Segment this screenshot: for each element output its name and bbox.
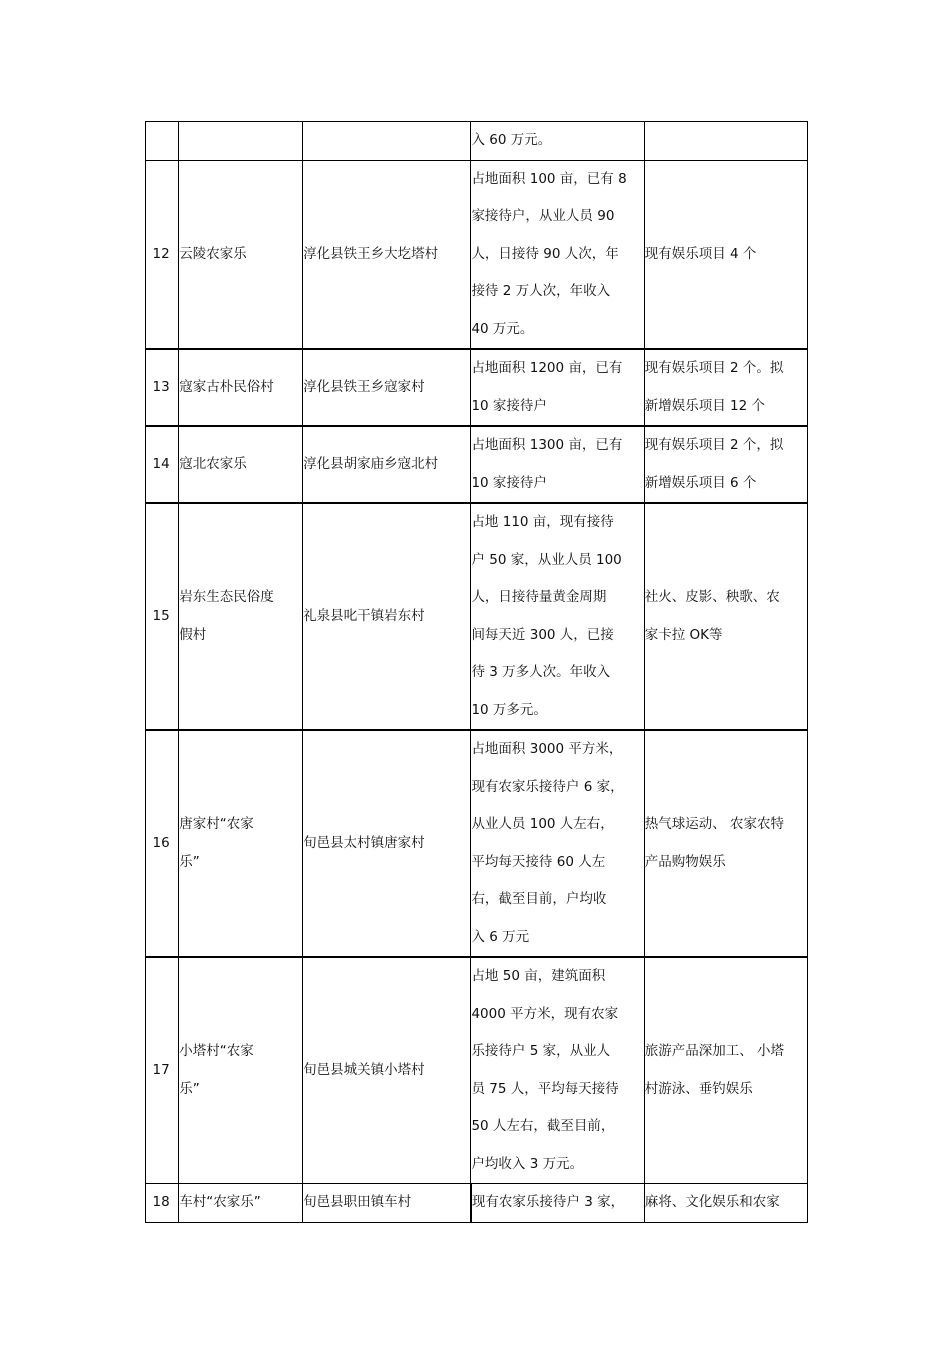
row-name: 寇北农家乐	[179, 426, 303, 503]
row-location: 淳化县铁王乡大圪塔村	[303, 160, 471, 349]
table-row	[146, 349, 808, 426]
row-name: 云陵农家乐	[179, 160, 303, 349]
row-entertainment: 热气球运动、 农家农特 产品购物娱乐	[644, 730, 807, 957]
row-name	[179, 122, 303, 161]
row-info: 占地面积 100 亩，已有 8 家接待户，从业人员 90 人，日接待 90 人次，年 接待 2 万人次，年收入 40 万元。	[471, 160, 644, 349]
row-info: 入 60 万元。	[471, 122, 644, 161]
table-body	[146, 122, 808, 1223]
row-number: 14	[146, 426, 179, 503]
row-location: 旬邑县职田镇车村	[303, 1184, 471, 1223]
row-location: 旬邑县太村镇唐家村	[303, 730, 471, 957]
row-number: 12	[146, 160, 179, 349]
table-row	[146, 503, 808, 730]
table-row	[146, 730, 808, 957]
row-entertainment: 现有娱乐项目 2 个，拟 新增娱乐项目 6 个	[644, 426, 807, 503]
row-info: 占地面积 3000 平方米， 现有农家乐接待户 6 家， 从业人员 100 人左右， 平均每天接待 60 人左 右，截至目前，户均收 入 6 万元	[471, 730, 644, 957]
row-entertainment: 旅游产品深加工、 小塔 村游泳、垂钓娱乐	[644, 957, 807, 1184]
table-row	[146, 1184, 808, 1223]
table-row	[146, 122, 808, 161]
row-entertainment: 社火、皮影、秧歌、农 家卡拉 OK等	[644, 503, 807, 730]
row-entertainment: 现有娱乐项目 4 个	[644, 160, 807, 349]
row-name: 车村“农家乐”	[179, 1184, 303, 1223]
row-info: 占地 50 亩，建筑面积 4000 平方米，现有农家 乐接待户 5 家，从业人 员 75 人，平均每天接待 50 人左右，截至目前， 户均收入 3 万元。	[471, 957, 644, 1184]
row-location	[303, 122, 471, 161]
row-entertainment: 麻将、文化娱乐和农家	[644, 1184, 807, 1223]
row-info: 占地面积 1200 亩，已有 10 家接待户	[471, 349, 644, 426]
row-number: 18	[146, 1184, 179, 1223]
row-number: 16	[146, 730, 179, 957]
row-entertainment: 现有娱乐项目 2 个。拟 新增娱乐项目 12 个	[644, 349, 807, 426]
row-number: 15	[146, 503, 179, 730]
row-info: 占地面积 1300 亩，已有 10 家接待户	[471, 426, 644, 503]
row-info: 现有农家乐接待户 3 家，	[471, 1184, 644, 1223]
row-name: 小塔村“农家 乐”	[179, 957, 303, 1184]
row-entertainment	[644, 122, 807, 161]
row-name: 岩东生态民俗度 假村	[179, 503, 303, 730]
table-row	[146, 160, 808, 349]
row-name: 寇家古朴民俗村	[179, 349, 303, 426]
table-row	[146, 957, 808, 1184]
row-location: 淳化县铁王乡寇家村	[303, 349, 471, 426]
attractions-table	[145, 121, 808, 1223]
table-row	[146, 426, 808, 503]
row-location: 淳化县胡家庙乡寇北村	[303, 426, 471, 503]
row-name: 唐家村“农家 乐”	[179, 730, 303, 957]
row-info: 占地 110 亩，现有接待 户 50 家，从业人员 100 人，日接待量黄金周期 间每天近 300 人，已接 待 3 万多人次。年收入 10 万多元。	[471, 503, 644, 730]
row-number: 17	[146, 957, 179, 1184]
row-location: 礼泉县叱干镇岩东村	[303, 503, 471, 730]
row-number	[146, 122, 179, 161]
row-number: 13	[146, 349, 179, 426]
row-location: 旬邑县城关镇小塔村	[303, 957, 471, 1184]
